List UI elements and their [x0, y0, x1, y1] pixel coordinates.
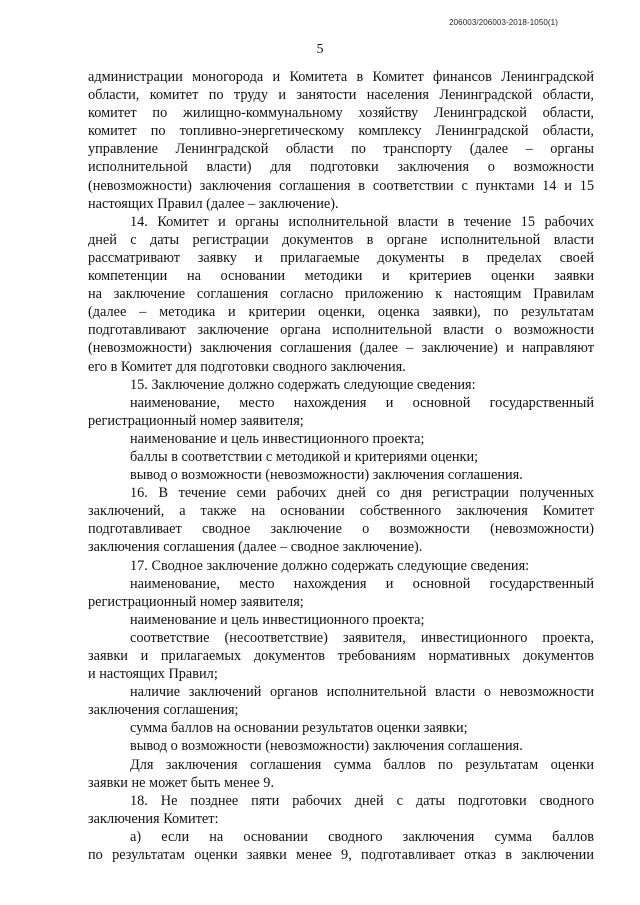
- text-line: 16. В течение семи рабочих дней со дня регистрации полученных: [130, 485, 594, 502]
- text-line: 15. Заключение должно содержать следующие сведения:: [130, 376, 476, 393]
- text-line: наименование, место нахождения и основной государственный: [130, 575, 594, 592]
- text-line: (невозможности) заключения соглашения (далее – заключение) и направляют: [88, 340, 594, 357]
- text-line: соответствие (несоответствие) заявителя, инвестиционного проекта,: [130, 629, 594, 646]
- text-line: настоящих Правил (далее – заключение).: [88, 195, 339, 212]
- text-line: комитет по топливно-энергетическому комплексу Ленинградской области,: [88, 123, 594, 140]
- text-line: регистрационный номер заявителя;: [88, 412, 304, 429]
- page-number: 5: [316, 42, 324, 57]
- text-line: наличие заключений органов исполнительной власти о невозможности: [130, 684, 594, 701]
- text-line: подготавливают заключение органа исполнительной власти о возможности: [88, 322, 594, 339]
- text-line: заключения Комитет:: [88, 810, 219, 827]
- text-line: комитет по жилищно-коммунальному хозяйству Ленинградской области,: [88, 105, 594, 122]
- text-line: а) если на основании сводного заключения сумма баллов: [130, 828, 594, 845]
- text-line: сумма баллов на основании результатов оценки заявки;: [130, 720, 468, 737]
- text-line: рассматривают заявку и прилагаемые документы в пределах своей: [88, 249, 594, 266]
- text-line: (невозможности) заключения соглашения в соответствии с пунктами 14 и 15: [88, 177, 594, 194]
- text-line: 17. Сводное заключение должно содержать следующие сведения:: [130, 557, 530, 574]
- text-line: 18. Не позднее пяти рабочих дней с даты подготовки сводного: [130, 792, 594, 809]
- text-line: заключения соглашения;: [88, 702, 239, 719]
- text-line: управление Ленинградской области по транспорту (далее – органы: [88, 141, 594, 158]
- document-body: [88, 68, 594, 864]
- text-line: администрации моногорода и Комитета в Комитет финансов Ленинградской: [88, 69, 594, 85]
- text-line: вывод о возможности (невозможности) заключения соглашения.: [130, 467, 523, 484]
- text-line: заключений, а также на основании собственного заключения Комитет: [88, 503, 594, 520]
- text-line: баллы в соответствии с методикой и критериями оценки;: [130, 448, 479, 465]
- text-line: наименование, место нахождения и основной государственный: [130, 394, 594, 411]
- text-line: вывод о возможности (невозможности) заключения соглашения.: [130, 738, 523, 755]
- text-line: области, комитет по труду и занятости населения Ленинградской области,: [88, 87, 594, 104]
- text-line: его в Комитет для подготовки сводного заключения.: [88, 358, 406, 375]
- text-line: дней с даты регистрации документов в органе исполнительной власти: [88, 231, 594, 248]
- text-line: заявки и прилагаемых документов требованиям нормативных документов: [88, 648, 594, 664]
- text-line: наименование и цель инвестиционного проекта;: [130, 430, 425, 447]
- text-line: заявки не может быть менее 9.: [88, 774, 275, 791]
- text-line: (далее – методика и критерии оценки, оценка заявки), по результатам: [88, 304, 594, 321]
- document-id: 206003/206003-2018-1050(1): [449, 18, 558, 27]
- text-line: наименование и цель инвестиционного проекта;: [130, 611, 425, 628]
- text-line: и настоящих Правил;: [88, 666, 218, 683]
- text-line: компетенции на основании методики и критериев оценки заявки: [88, 268, 594, 285]
- text-line: 14. Комитет и органы исполнительной власти в течение 15 рабочих: [130, 213, 594, 230]
- text-line: заключения соглашения (далее – сводное заключение).: [88, 539, 423, 556]
- text-line: на заключение соглашения согласно приложению к настоящим Правилам: [88, 286, 594, 303]
- text-line: Для заключения соглашения сумма баллов по результатам оценки: [130, 756, 594, 773]
- text-line: регистрационный номер заявителя;: [88, 593, 304, 610]
- text-line: исполнительной власти) для подготовки заключения о возможности: [88, 159, 594, 176]
- text-line: по результатам оценки заявки менее 9, подготавливает отказ в заключении: [88, 847, 594, 864]
- text-line: подготавливает сводное заключение о возможности (невозможности): [88, 521, 594, 538]
